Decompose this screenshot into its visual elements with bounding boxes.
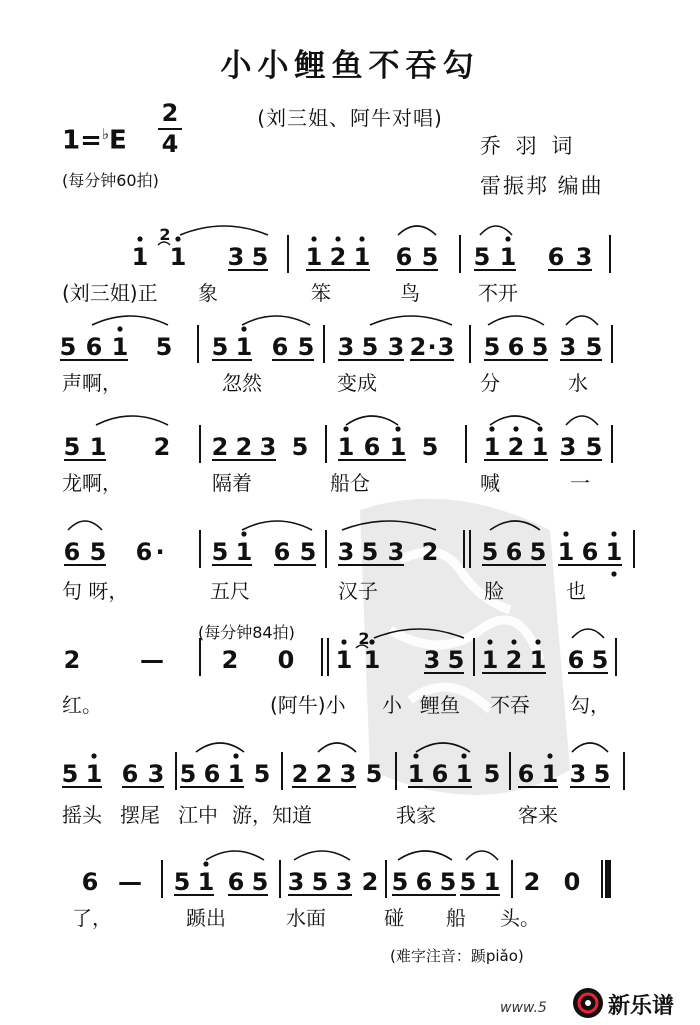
note: 0 xyxy=(277,646,295,674)
slur xyxy=(294,851,350,860)
note: 5 xyxy=(89,538,107,566)
note: 6 xyxy=(581,538,599,566)
slur xyxy=(572,629,604,638)
note: 5 xyxy=(481,538,499,566)
note: 2 xyxy=(63,646,81,674)
high-dot xyxy=(611,531,616,536)
note: 1 xyxy=(335,646,353,674)
note: 2 xyxy=(505,646,523,674)
lyric: 汉子 xyxy=(338,579,378,603)
lyric: 不吞 xyxy=(490,693,530,717)
high-dot xyxy=(311,236,316,241)
lyric: 船 xyxy=(446,906,466,930)
footer-url: www.5 xyxy=(500,1000,547,1016)
lyric: 脸 xyxy=(484,579,504,603)
note: 5 xyxy=(365,760,383,788)
note: 6 xyxy=(431,760,449,788)
slur xyxy=(68,521,102,530)
note: 2 xyxy=(211,433,229,461)
note: 1 xyxy=(363,646,381,674)
slur xyxy=(206,851,264,860)
slur xyxy=(566,416,598,425)
lyric: 五尺 xyxy=(210,579,250,603)
note: 2 xyxy=(291,760,309,788)
key-flat: ♭ xyxy=(101,125,109,143)
high-dot xyxy=(505,236,510,241)
high-dot xyxy=(461,753,466,758)
low-dot xyxy=(611,571,616,576)
lyric: 忽然 xyxy=(222,371,262,395)
high-dot xyxy=(241,326,246,331)
slur xyxy=(92,316,168,325)
lyric: 隔着 xyxy=(212,471,252,495)
lyric: 我家 xyxy=(396,803,436,827)
time-bottom: 4 xyxy=(161,130,179,158)
note: 5 xyxy=(179,760,197,788)
note: 1 xyxy=(337,433,355,461)
lyric: 小 xyxy=(382,693,402,717)
slur xyxy=(196,743,244,752)
lyric: 变成 xyxy=(337,371,377,395)
note: 5 xyxy=(291,433,309,461)
lyric: 红。 xyxy=(62,693,102,717)
note: 3 xyxy=(287,868,305,896)
lyric: (刘三姐)正 xyxy=(62,281,158,305)
note: 6 xyxy=(227,868,245,896)
note: 3 xyxy=(335,868,353,896)
note: 2 xyxy=(329,243,347,271)
note: 1 xyxy=(131,243,149,271)
note: 5 xyxy=(155,333,173,361)
note: · xyxy=(427,333,437,361)
key-label: 1= xyxy=(62,125,102,156)
high-dot xyxy=(117,326,122,331)
note: 3 xyxy=(387,538,405,566)
note: 6 xyxy=(271,333,289,361)
grace-note: 2 xyxy=(159,225,171,244)
slur xyxy=(398,226,436,235)
note: 6 xyxy=(273,538,291,566)
note: 6 xyxy=(203,760,221,788)
note: 1 xyxy=(89,433,107,461)
slur xyxy=(480,226,512,235)
lyric: (阿牛)小 xyxy=(270,693,346,717)
slur xyxy=(572,743,608,752)
note: 1 xyxy=(169,243,187,271)
note: 3 xyxy=(227,243,245,271)
note: 2 xyxy=(409,333,427,361)
note: 5 xyxy=(593,760,611,788)
slur xyxy=(346,416,398,425)
lyric: 踬出 xyxy=(186,906,226,930)
note: 3 xyxy=(387,333,405,361)
note: 2 xyxy=(221,646,239,674)
note: 6 xyxy=(395,243,413,271)
high-dot xyxy=(343,426,348,431)
high-dot xyxy=(395,426,400,431)
note: 6 xyxy=(567,646,585,674)
note: 1 xyxy=(483,868,501,896)
lyric: 头。 xyxy=(500,906,540,930)
note: 3 xyxy=(575,243,593,271)
note: 1 xyxy=(235,538,253,566)
lyric: 喊 xyxy=(480,471,500,495)
note: 5 xyxy=(473,243,491,271)
slur xyxy=(398,851,452,860)
high-dot xyxy=(91,753,96,758)
note: 5 xyxy=(361,333,379,361)
high-dot xyxy=(359,236,364,241)
note: — xyxy=(140,646,164,674)
lyric: 水 xyxy=(568,371,588,395)
note: 1 xyxy=(499,243,517,271)
note: 5 xyxy=(63,433,81,461)
slur xyxy=(180,226,268,235)
slur xyxy=(318,743,356,752)
note: 5 xyxy=(529,538,547,566)
time-top: 2 xyxy=(161,99,179,127)
high-dot xyxy=(335,236,340,241)
slur xyxy=(490,521,540,530)
slur xyxy=(242,316,310,325)
note: 2 xyxy=(361,868,379,896)
note: 5 xyxy=(531,333,549,361)
lyricist: 乔 羽 词 xyxy=(480,134,577,158)
lyric: 也 xyxy=(566,579,586,603)
note: 1 xyxy=(529,646,547,674)
slur xyxy=(96,416,168,425)
lyric: 勾， xyxy=(570,693,610,717)
lyric: 分 xyxy=(480,371,500,395)
note: 1 xyxy=(305,243,323,271)
slur xyxy=(488,316,544,325)
footnote: (难字注音：踬piǎo) xyxy=(390,947,524,965)
note: 1 xyxy=(235,333,253,361)
slur xyxy=(374,629,464,638)
lyric: 鲤鱼 xyxy=(420,693,460,717)
slur xyxy=(342,521,436,530)
note: 6 xyxy=(517,760,535,788)
note: 1 xyxy=(531,433,549,461)
lyric: 船仓 xyxy=(330,471,370,495)
note: 6 xyxy=(415,868,433,896)
note: 5 xyxy=(211,538,229,566)
note: 0 xyxy=(563,868,581,896)
high-dot xyxy=(369,639,374,644)
logo-text: 新乐谱 xyxy=(608,994,675,1019)
note: 1 xyxy=(197,868,215,896)
slur xyxy=(370,316,452,325)
note: 3 xyxy=(423,646,441,674)
high-dot xyxy=(233,753,238,758)
note: 2 xyxy=(315,760,333,788)
note: 5 xyxy=(439,868,457,896)
note: 6 xyxy=(63,538,81,566)
slur xyxy=(242,521,312,530)
note: 3 xyxy=(569,760,587,788)
tempo-marking: (每分钟60拍) xyxy=(62,171,159,190)
note: 5 xyxy=(483,760,501,788)
high-dot xyxy=(413,753,418,758)
high-dot xyxy=(341,639,346,644)
note: 6 xyxy=(135,538,153,566)
note: 1 xyxy=(407,760,425,788)
note: 3 xyxy=(437,333,455,361)
note: 5 xyxy=(211,333,229,361)
tempo-change: (每分钟84拍) xyxy=(198,623,295,642)
note: 2 xyxy=(523,868,541,896)
note: 1 xyxy=(557,538,575,566)
slur xyxy=(566,316,598,325)
note: 5 xyxy=(421,433,439,461)
note: · xyxy=(155,538,165,566)
note: 2 xyxy=(235,433,253,461)
high-dot xyxy=(241,531,246,536)
note: 1 xyxy=(455,760,473,788)
note: 5 xyxy=(391,868,409,896)
lyric: 鸟 xyxy=(400,281,420,305)
high-dot xyxy=(487,639,492,644)
note: 5 xyxy=(299,538,317,566)
note: 1 xyxy=(111,333,129,361)
lyric: 碰 xyxy=(384,906,404,930)
note: 3 xyxy=(339,760,357,788)
note: 5 xyxy=(297,333,315,361)
note: 2 xyxy=(507,433,525,461)
note: 3 xyxy=(337,333,355,361)
note: 6 xyxy=(507,333,525,361)
high-dot xyxy=(203,861,208,866)
lyric: 游，知道 xyxy=(232,803,312,827)
page-title: 小小鲤鱼不吞勾 xyxy=(220,48,480,84)
note: 5 xyxy=(585,333,603,361)
lyric: 客来 xyxy=(518,803,558,827)
note: 3 xyxy=(559,333,577,361)
high-dot xyxy=(175,236,180,241)
note: 2 xyxy=(153,433,171,461)
note: 5 xyxy=(61,760,79,788)
note: 6 xyxy=(505,538,523,566)
note: 6 xyxy=(85,333,103,361)
lyric: 水面 xyxy=(286,906,326,930)
note: 5 xyxy=(483,333,501,361)
high-dot xyxy=(537,426,542,431)
note: 1 xyxy=(483,433,501,461)
note: 5 xyxy=(421,243,439,271)
note: — xyxy=(118,868,142,896)
note: 5 xyxy=(311,868,329,896)
note: 6 xyxy=(121,760,139,788)
high-dot xyxy=(137,236,142,241)
note: 3 xyxy=(259,433,277,461)
lyric: 象 xyxy=(198,281,218,305)
note: 1 xyxy=(85,760,103,788)
note: 5 xyxy=(585,433,603,461)
high-dot xyxy=(513,426,518,431)
note: 3 xyxy=(337,538,355,566)
note: 1 xyxy=(605,538,623,566)
lyric: 摆尾 xyxy=(120,803,160,827)
slur xyxy=(490,416,540,425)
note: 5 xyxy=(173,868,191,896)
note: 2 xyxy=(421,538,439,566)
lyric: 龙啊， xyxy=(62,471,122,495)
note: 1 xyxy=(389,433,407,461)
note: 1 xyxy=(353,243,371,271)
note: 1 xyxy=(481,646,499,674)
subtitle: (刘三姐、阿牛对唱) xyxy=(257,106,443,130)
lyric: 一 xyxy=(570,471,590,495)
note: 6 xyxy=(363,433,381,461)
note: 5 xyxy=(251,868,269,896)
note: 5 xyxy=(591,646,609,674)
note: 5 xyxy=(253,760,271,788)
note: 6 xyxy=(547,243,565,271)
high-dot xyxy=(511,639,516,644)
slur xyxy=(466,851,498,860)
high-dot xyxy=(489,426,494,431)
slur xyxy=(416,743,470,752)
note: 6 xyxy=(81,868,99,896)
lyric: 江中 xyxy=(178,803,218,827)
note: 1 xyxy=(227,760,245,788)
note: 3 xyxy=(559,433,577,461)
high-dot xyxy=(547,753,552,758)
note: 5 xyxy=(447,646,465,674)
lyric: 了， xyxy=(72,906,112,930)
high-dot xyxy=(535,639,540,644)
lyric: 笨 xyxy=(311,281,331,305)
note: 5 xyxy=(59,333,77,361)
composer: 雷振邦 编曲 xyxy=(480,174,604,198)
note: 3 xyxy=(147,760,165,788)
high-dot xyxy=(563,531,568,536)
grace-note: 2 xyxy=(358,629,370,648)
lyric: 摇头 xyxy=(62,803,102,827)
note: 5 xyxy=(459,868,477,896)
lyric: 句 呀， xyxy=(62,579,129,603)
note: 5 xyxy=(251,243,269,271)
key-note: E xyxy=(108,125,127,156)
note: 5 xyxy=(361,538,379,566)
lyric: 不开 xyxy=(478,281,518,305)
note: 1 xyxy=(541,760,559,788)
lyric: 声啊， xyxy=(62,371,122,395)
